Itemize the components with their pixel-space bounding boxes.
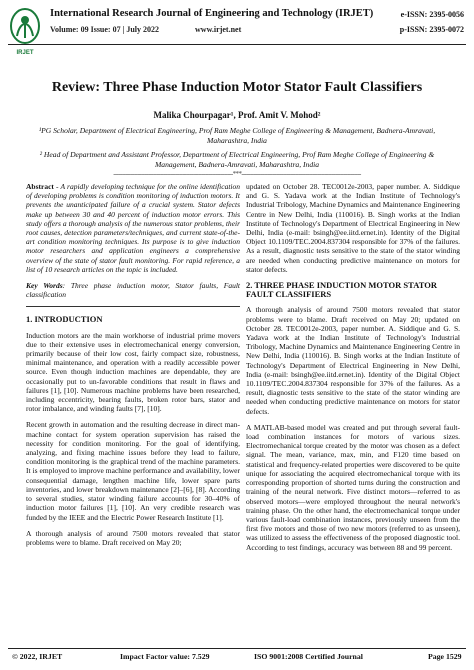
iso-certification: ISO 9001:2008 Certified Journal bbox=[254, 652, 363, 661]
affiliation-1: ¹PG Scholar, Department of Electrical Engineering, Prof Ram Meghe College of Engineering & Management, Badnera-Amravati, Maharashtra, India bbox=[38, 126, 436, 145]
intro-paragraph-1: Induction motors are the main workhorse of industrial prime movers due to their extensive uses in electromechanical energy conversion, primarily because of their low cost, fairly compact size, robustness, minimal maintenance, and operation with a readily accessible power source. Even though induction machines are dependable, they are occasionally put to un-favorable conditions that result in flaws and failures [1], [10]. Numerous machine problems have been researched, including eccentricity, bearing faults, broken rotor bars, stator and rotor imbalance, and winding faults [7], [10]. bbox=[26, 330, 240, 414]
journal-header bbox=[0, 0, 474, 60]
right-paragraph-1: updated on October 28. TEC0012e-2003, paper number. A. Siddique and G. S. Yadava work at the Indian Institute of Technology's Industrial Tribology, Machine Dynamics and Maintenance Engineering Centre in New Delhi, India (110016). B. Singh works at the Indian Institute of Technology's Department of Electrical Engineering in New Delhi, India (e-mail: bsingh@ee.iitd.ernet.in). Identity of the Digital Object 10.1109/TEC.2004.837304 responsible for 37% of the failures. As a result, diagnostic tests sensitive to the state of the stator winding are needed when conducting predictive maintenance on motors for stator defects. bbox=[246, 182, 460, 274]
right-column bbox=[246, 182, 460, 559]
e-issn: e-ISSN: 2395-0056 bbox=[400, 10, 464, 19]
abstract-text: - A rapidly developing technique for the online identification of developing problems is condition monitoring of induction motors. It prevents the unanticipated failure of a crucial system. Stator defects make up between 30 and 40 percent of induction motor errors. This study offers a thorough analysis of the numerous stator problems, their root causes, detection parameters/techniques, and current state-of-the-art condition monitoring techniques. Its purpose is to give induction motor researchers and application engineers a comprehensive overview of the state of stator fault monitoring. For rapid reference, a list of 10 research articles on the topic is included. bbox=[26, 182, 240, 274]
right-paragraph-2: A thorough analysis of around 7500 motors revealed that stator problems were to blame. Draft received on May 20; updated on October 28. TEC0012e-2003, paper number. A. Siddique and G. S. Yadava work at the Indian Institute of Technology's Industrial Tribology, Machine Dynamics and Maintenance Engineering Centre in New Delhi, India (110016). B. Singh works at the Indian Institute of Technology's Department of Electrical Engineering in New Delhi, India (e-mail: bsingh@ee.iitd.ernet.in). Identity of the Digital Object 10.1109/TEC.2004.837304 responsible for 37% of the failures. As a result, diagnostic tests sensitive to the state of the stator winding are needed when conducting predictive maintenance on motors for stator defects. bbox=[246, 305, 460, 416]
intro-heading: 1. INTRODUCTION bbox=[26, 314, 103, 325]
copyright: © 2022, IRJET bbox=[12, 652, 63, 661]
abstract-divider bbox=[26, 306, 240, 307]
page-number: Page 1529 bbox=[428, 652, 462, 661]
right-paragraph-3: A MATLAB-based model was created and put through several fault-load combination instances for motors of various sizes. Electromechanical torque created by the motor was chosen as a defect signal. The mean, variance, max, min, and F120 time based on statistical and frequency-related properties were discovered to be quite unique for associating the acquired electromechanical torque with its corresponding proportion of shorted turns during the construction and training of the neural network. Five distinct motors—referred to as observed motors—were employed throughout the neural network's training phase. On the other hand, the electromechanical torque under various fault-load combination instances, previously unseen from the first five motors and those of two new motors (referred to as unseen), was utilized to assess the effectiveness of the proposed diagnostic tool. According to test findings, accuracy was between 88 and 99 percent. bbox=[246, 422, 460, 552]
keywords bbox=[26, 281, 240, 299]
left-column bbox=[26, 182, 240, 554]
affiliation-2: ² Head of Department and Assistant Professor, Department of Electrical Engineering, Prof Ram Meghe College of Engineering & Management, Badnera-Amravati, Maharashtra, India bbox=[39, 150, 435, 169]
keywords-text: : Three phase induction motor, Stator faults, Fault classification bbox=[26, 281, 240, 300]
intro-paragraph-3: A thorough analysis of around 7500 motors revealed that stator problems were to blame. Draft received on May 20; bbox=[26, 528, 240, 547]
separator-line: ---------------------------------------------------------------------***--------------------------------------------------------------------- bbox=[113, 170, 361, 178]
logo-text: IRJET bbox=[16, 50, 34, 56]
website-link[interactable]: www.irjet.net bbox=[195, 25, 242, 34]
authors: Malika Chourpagar¹, Prof. Amit V. Mohod² bbox=[153, 110, 321, 120]
section-2-heading: 2. THREE PHASE INDUCTION MOTOR STATOR FAULT CLASSIFIERS bbox=[246, 280, 437, 300]
header-rule bbox=[8, 44, 466, 45]
abstract bbox=[26, 182, 240, 274]
keywords-label: Key Words bbox=[26, 281, 63, 291]
p-issn: p-ISSN: 2395-0072 bbox=[399, 25, 464, 34]
footer-rule bbox=[8, 648, 466, 649]
impact-factor: Impact Factor value: 7.529 bbox=[120, 652, 210, 661]
journal-title: International Research Journal of Engineering and Technology (IRJET) bbox=[50, 8, 374, 19]
paper-title: Review: Three Phase Induction Motor Stator Fault Classifiers bbox=[51, 80, 423, 95]
volume-row bbox=[50, 25, 275, 34]
volume-issue: Volume: 09 Issue: 07 | July 2022 bbox=[50, 25, 160, 34]
abstract-label: Abstract bbox=[26, 182, 54, 191]
page-footer bbox=[8, 652, 466, 666]
intro-paragraph-2: Recent growth in automation and the resulting decrease in direct man-machine contact for system operation supervision has raised the necessity for condition monitoring. For the goal of identifying, analyzing, and fixing machine issues before they lead to failure, condition monitoring is the graphical trend of the machine parameters. It is employed to improve machine performance and availability, lower consequential damage, lengthen machine life, lower spare parts inventories, and lower breakdown maintenance [2]–[6], [8]. According to several studies, stator winding failure accounts for 30–40% of induction motor failures [1], [10]. An very credible research was funded by the IEEE and the Electric Power Research Institute [1]. bbox=[26, 420, 240, 522]
